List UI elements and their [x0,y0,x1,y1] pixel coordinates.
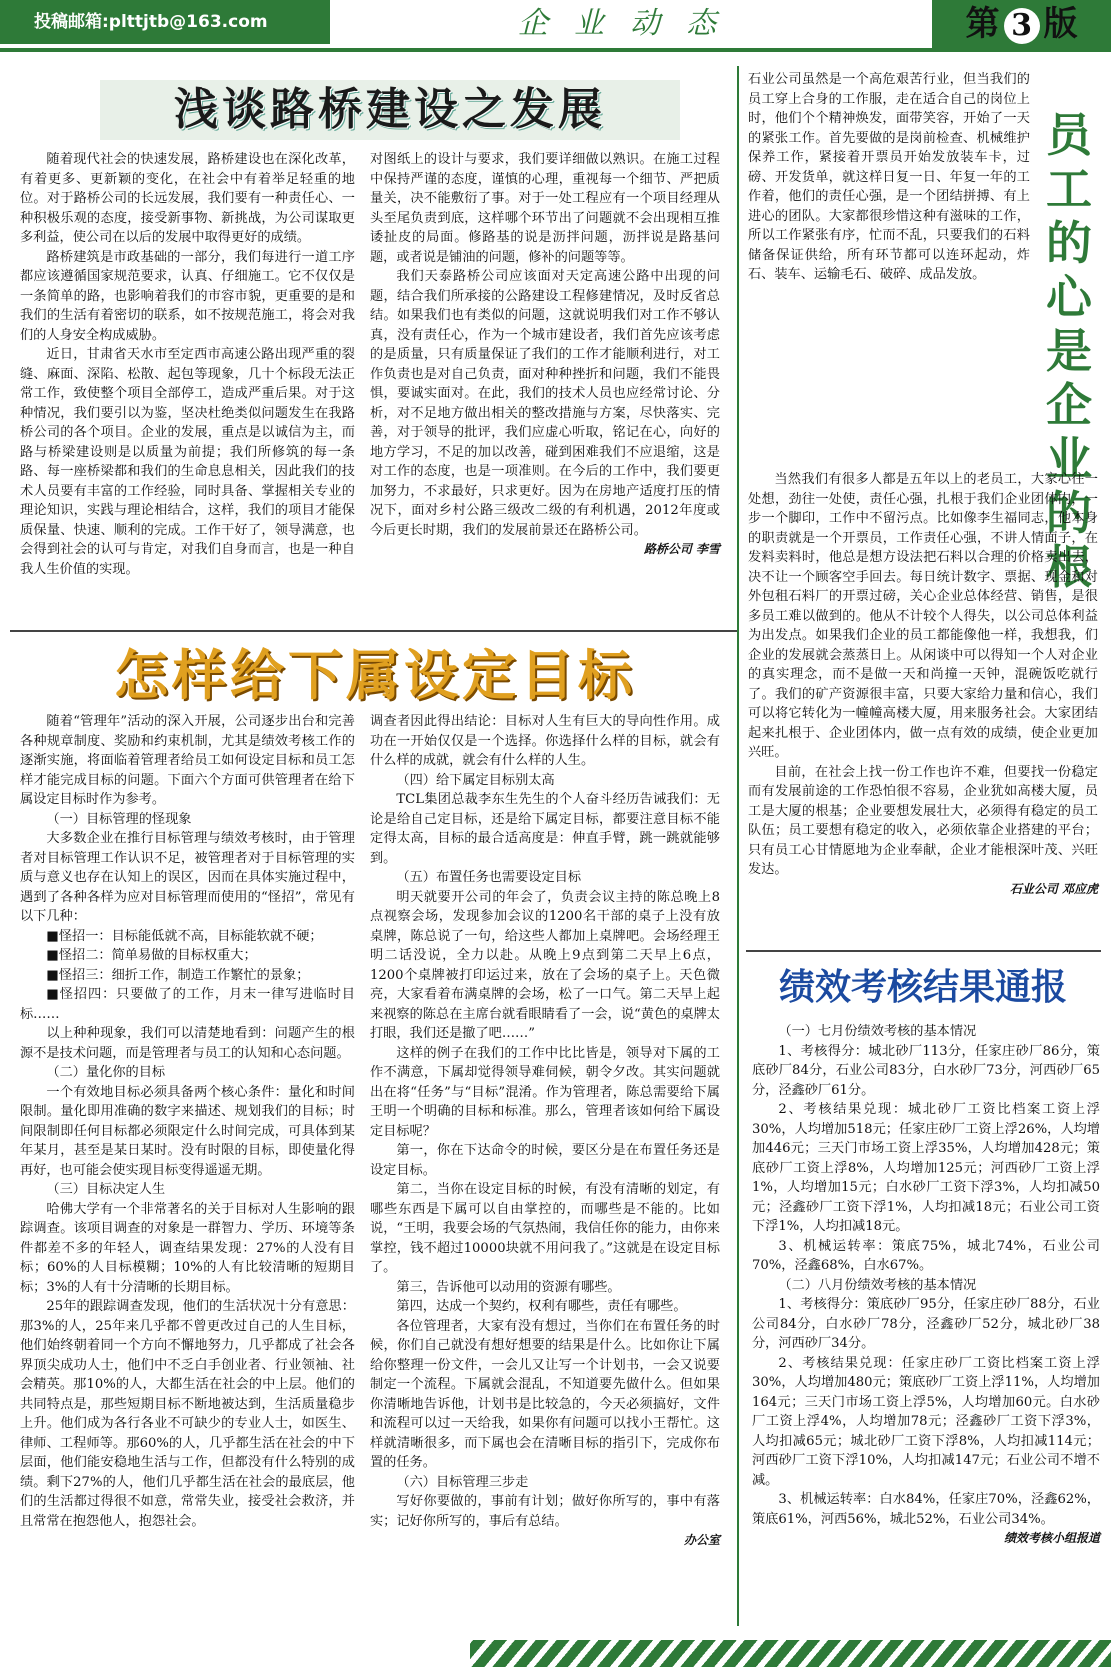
article4-body [752,1022,1100,1549]
paragraph: 2、考核结果兑现：城北砂厂工资比档案工资上浮30%，人均增加518元；任家庄砂厂工资上浮26%，人均增加446元；三天门市场工资上浮35%，人均增加428元；策底砂厂工资上浮8%，人均增加125元；河西砂厂工资上浮1%，人均增加15元；白水砂厂工资下浮3%，人均扣减50元；泾鑫砂厂工资下浮1%，人均扣减18元；石业公司工资下浮1%，人均扣减18元。 [752,1102,1100,1234]
paragraph: 对图纸上的设计与要求，我们要详细做以熟识。在施工过程中保持严谨的态度，谨慎的心理，重视每一个细节、严把质量关，决不能敷衍了事。对于一处工程应有一个项目经理从头至尾负责到底，这样哪个环节出了问题就不会出现相互推诿扯皮的局面。修路基的说是沥拌问题，沥拌说是路基问题，或者说是铺油的问题，修补的问题等等。 [370,152,720,265]
paragraph: 随着现代社会的快速发展，路桥建设也在深化改革，有着更多、更新颖的变化，在社会中有着举足轻重的地位。对于路桥公司的长远发展，我们要有一种责任心、一种积极乐观的态度，接受新事物、新挑战，为公司谋取更多利益，使公司在以后的发展中取得更好的成绩。 [20,152,355,245]
paragraph: 一个有效地目标必须具备两个核心条件：量化和时间限制。量化即用准确的数字来描述、规划我们的目标；时间限制即任何目标都必须限定什么时间完成，可具体到某年某月，甚至是某日某时。没有时限的目标，即使量化得再好，也可能会使实现目标变得遥遥无期。 [20,1084,355,1178]
article4-title: 绩效考核结果通报 [778,967,1067,1008]
section-title: 企业动态 [330,0,930,44]
byline: 绩效考核小组报道 [1003,1531,1100,1545]
paragraph: 3、机械运转率：策底75%，城北74%，石业公司70%，泾鑫68%，白水67%。 [752,1238,1100,1273]
paragraph: 明天就要开公司的年会了，负责会议主持的陈总晚上8点视察会场，发现参加会议的1200名干部的桌子上没有放桌牌，陈总说了一句，给这些人都加上桌牌吧。会场经理王明二话没说，全力以赴。从晚上9点到第二天早上6点，1200个桌牌被打印运过来，放在了会场的桌子上。天色微亮，大家看着布满桌牌的会场，松了一口气。第二天早上起来视察的陈总在主席台就看眼睛看了一会，说“黄色的桌牌太打眼，我们还是撤了吧……” [370,889,720,1041]
masthead [0,0,1111,48]
paragraph: 近日，甘肃省天水市至定西市高速公路出现严重的裂缝、麻面、深陷、松散、起包等现象，几十个标段无法正常工作，致使整个项目全部停工，造成严重后果。对于这种情况，我们要引以为鉴，坚决杜绝类似问题发生在我路桥公司的各个项目。企业的发展，重点是以诚信为主，而路与桥梁建设则是以质量为前提；我们所修筑的每一条路、每一座桥梁都和我们的生命息息相关，因此我们的技术人员要有丰富的工作经验，同时具备、掌握相关专业的理论知识，实践与理论相结合，这样，我们的项目才能保质保量、快速、顺利的完成。工作干好了，领导满意，也会得到社会的认可与肯定，对我们自身而言，也是一种自我人生价值的实现。 [20,347,355,577]
paragraph: 第一，你在下达命令的时候，要区分是在布置任务还是设定目标。 [370,1143,720,1178]
subheading: （五）布置任务也需要设定目标 [396,870,582,885]
paragraph: 大多数企业在推行目标管理与绩效考核时，由于管理者对目标管理工作认识不足，被管理者对于目标管理的实质与意义也存在认知上的误区，因而在具体实施过程中，遇到了各种各样为应对目标管理而使用的“怪招”，常见有以下几种： [20,831,355,924]
article3-col-bottom [748,470,1098,899]
article3-vertical-title: 员工的心是企业的根 [1046,108,1092,594]
issue-prefix: 第 [965,4,1000,44]
paragraph: 调查者因此得出结论：目标对人生有巨大的导向性作用。成功在一开始仅仅是一个选择。你选择什么样的目标，就会有什么样的成就，就会有什么样的人生。 [370,714,720,768]
paragraph: 以上种种现象，我们可以清楚地看到：问题产生的根源不是技术问题，而是管理者与员工的认知和心态问题。 [20,1026,355,1061]
article1-byline: 路桥公司 李雪 [643,542,720,556]
paragraph: 3、机械运转率：白水84%，任家庄70%，泾鑫62%，策底61%，河西56%，城北52%，石业公司34%。 [752,1492,1100,1527]
paragraph: 石业公司虽然是一个高危艰苦行业，但当我们的员工穿上合身的工作服，走在适合自己的岗位上时，他们个个精神焕发，面带笑容，开始了一天的紧张工作。首先要做的是岗前检查、机械维护保养工作，紧接着开票员开始发放装车卡，过磅、开发货单，就这样日复一日、年复一年的工作着，他们的责任心强，是一个团结拼搏、有上进心的团队。大家都很珍惜这种有滋味的工作，所以工作紧张有序，忙而不乱，只要我们的石料储备保证供给，所有环节都可以连环起动，炸石、装车、运输毛石、破碎、成品发放。 [748,72,1030,282]
article-divider [10,630,737,632]
article-divider-right [746,950,1101,952]
footer-stripe [470,1640,1111,1667]
issue-suffix: 版 [1043,4,1078,44]
paragraph: 各位管理者，大家有没有想过，当你们在布置任务的时候，你们自己就没有想好想要的结果是什么。比如你让下属给你整理一份文件，一会儿又让写一个计划书，一会又说要制定一个流程。下属就会混乱，不知道要先做什么。但如果你清晰地告诉他，计划书是比较急的，今天必须搞好，文件和流程可以过一天给我，如果你有问题可以找小王帮忙。这样就清晰很多，而下属也会在清晰目标的指引下，完成你布置的任务。 [370,1318,720,1470]
article3-byline: 石业公司 邓应虎 [1009,881,1098,896]
subheading: ■怪招三：细折工作，制造工作繁忙的景象； [46,967,310,983]
paragraph: 第四，达成一个契约，权利有哪些，责任有哪些。 [396,1299,687,1314]
article1-title: 浅谈路桥建设之发展 [100,80,680,140]
paragraph: TCL集团总裁李东生先生的个人奋斗经历告诫我们：无论是给自己定目标，还是给下属定目标，都要注意目标不能定得太高，目标的最合适高度是：伸直手臂，跳一跳就能够到。 [370,792,720,866]
subheading: （二）八月份绩效考核的基本情况 [778,1277,977,1293]
article2-col2 [370,712,720,1551]
byline: 办公室 [683,1533,720,1547]
paragraph: 1、考核得分：策底砂厂95分，任家庄砂厂88分，石业公司84分，白水砂厂78分，泾鑫砂厂52分，城北砂厂38分，河西砂厂34分。 [752,1297,1100,1351]
article1-col1 [20,150,355,579]
paragraph: 第二，当你在设定目标的时候，有没有清晰的划定，有哪些东西是下属可以自由掌控的，而哪些是不能的。比如说，“王明，我要会场的气氛热闹，我信任你的能力，由你来掌控，钱不超过10000块就不用问我了。”这就是在设定目标了。 [370,1182,720,1275]
article2-col1 [20,712,355,1531]
subheading: （一）七月份绩效考核的基本情况 [778,1024,977,1039]
subheading: ■怪招二：简单易做的目标权重大； [46,948,257,963]
paragraph: 随着“管理年”活动的深入开展，公司逐步出台和完善各种规章制度、奖励和约束机制，尤其是绩效考核工作的逐渐实施，将面临着管理者给员工如何设定目标和员工怎样才能完成目标的问题。下面六个方面可供管理者在给下属设定目标时作为参考。 [20,714,355,807]
page-number [932,0,1111,48]
contribution-email: 投稿邮箱:plttjtb@163.com [0,0,330,44]
issue-number: 3 [1004,8,1040,44]
subheading: ■怪招四：只要做了的工作，月末一律写进临时目标…… [20,987,355,1022]
paragraph: 目前，在社会上找一份工作也许不难，但要找一份稳定而有发展前途的工作恐怕很不容易，企业犹如高楼大厦，员工是大厦的根基；企业要想发展壮大，必须得有稳定的员工队伍；员工要想有稳定的收入，必须依靠企业搭建的平台；只有员工心甘情愿地为企业奉献，企业才能根深叶茂、兴旺发达。 [748,764,1098,877]
paragraph: 第三，告诉他可以动用的资源有哪些。 [396,1279,621,1295]
paragraph: 我们天泰路桥公司应该面对天定高速公路中出现的问题，结合我们所承接的公路建设工程修建情况，及时反省总结。如果我们也有类似的问题，这就说明我们对工作不够认真，没有责任心，作为一个城市建设者，我们首先应该考虑的是质量，只有质量保证了我们的工作才能顺利进行，对工作负责也是对自己负责，面对种种挫折和问题，我们不能畏惧，要诚实面对。在此，我们的技术人员也应经常讨论、分析，对不足地方做出相关的整改措施与方案，尽快落实、完善，对于领导的批评，我们应虚心听取，铭记在心，向好的地方学习，不足的加以改善，碰到困难我们不应退缩，这是对工作的态度，也是一项准则。在今后的工作中，我们要更加努力，不求最好，只求更好。因为在房地产适度打压的情况下，面对乡村公路三级改二级的有利机遇，2012年度或今后更长时期，我们的发展前景还在路桥公司。 [370,269,720,538]
paragraph: 当然我们有很多人都是五年以上的老员工，大家心往一处想，劲往一处使，责任心强，扎根于我们企业团体内，一步一个脚印，工作中不留污点。比如像李生福同志，他本身的职责就是一个开票员，工作责任心强，不讲人情面子，在发料卖料时，他总是想方设法把石料以合理的价格卖出去，决不让一个顾客空手回去。每日统计数字、票据、现金和对外包租石料厂的开票过磅，关心企业总体经营、销售，是很多员工难以做到的。他从不计较个人得失，以公司总体利益为出发点。如果我们企业的员工都能像他一样，我想我，们企业的发展就会蒸蒸日上。从闲谈中可以得知一个人对企业的真实理念，而不是做一天和尚撞一天钟，混碗饭吃就行了。我们的矿产资源很丰富，只要大家给力量和信心，我们可以将它转化为一幢幢高楼大厦，用来服务社会。大家团结起来扎根于、企业团体内，做一点有效的成绩，使企业更加兴旺。 [748,472,1098,760]
subheading: （一）目标管理的怪现象 [46,811,192,827]
article3-col-top [748,70,1030,285]
subheading: （四）给下属定目标别太高 [396,772,555,788]
paragraph: 1、考核得分：城北砂厂113分，任家庄砂厂86分，策底砂厂84分，石业公司83分，白水砂厂73分，河西砂厂65分，泾鑫砂厂61分。 [752,1043,1100,1098]
paragraph: 哈佛大学有一个非常著名的关于目标对人生影响的跟踪调查。该项目调查的对象是一群智力、学历、环境等条件都差不多的年轻人，调查结果发现：27%的人没有目标；60%的人目标模糊；10%的人有比较清晰的短期目标；3%的人有十分清晰的长期目标。 [20,1201,355,1295]
paragraph: 这样的例子在我们的工作中比比皆是，领导对下属的工作不满意，下属却觉得领导难伺候，朝令夕改。其实问题就出在将“任务”与“目标”混淆。作为管理者，陈总需要给下属王明一个明确的目标和标准。那么，管理者该如何给下属设定目标呢？ [370,1045,720,1139]
article1-col2 [370,150,720,560]
paragraph: 路桥建筑是市政基础的一部分，我们每进行一道工序都应该遵循国家规范要求，认真、仔细施工。它不仅仅是一条简单的路，也影响着我们的市容市貌，更重要的是和我们的生活有着密切的联系，如不按规范施工，将会对我们的人身安全构成威胁。 [20,249,355,343]
paragraph: 25年的跟踪调查发现，他们的生活状况十分有意思：那3%的人，25年来几乎都不曾更改过自己的人生目标，他们始终朝着同一个方向不懈地努力，几乎都成了社会各界顶尖成功人士，他们中不乏白手创业者、行业领袖、社会精英。那10%的人，大都生活在社会的中上层。他们的共同特点是，那些短期目标不断地被达到，生活质量稳步上升。他们成为各行各业不可缺少的专业人士，如医生、律师、工程师等。那60%的人，几乎都生活在社会的中下层面，他们能安稳地生活与工作，但都没有什么特别的成绩。剩下27%的人，他们几乎都生活在社会的最底层，他们的生活都过得很不如意，常常失业，接受社会救济，并且常常在抱怨他人，抱怨社会。 [20,1299,355,1529]
masthead-rule [0,48,1111,52]
paragraph: 2、考核结果兑现：任家庄砂厂工资比档案工资上浮30%，人均增加480元；策底砂厂工资上浮11%，人均增加164元；三天门市场工资上浮5%，人均增加60元。白水砂厂工资上浮4%，人均增加78元；泾鑫砂厂工资下浮3%，人均扣减65元；城北砂厂工资下浮8%，人均扣减114元；河西砂厂工资下浮10%，人均扣减147元；石业公司不增不减。 [752,1355,1100,1488]
subheading: ■怪招一：目标能低就不高，目标能软就不硬； [46,928,323,944]
subheading: （六）目标管理三步走 [396,1474,529,1490]
subheading: （三）目标决定人生 [46,1182,166,1197]
subheading: （二）量化你的目标 [46,1065,166,1080]
article2-title: 怎样给下属设定目标 [114,644,636,707]
paragraph: 写好你要做的，事前有计划；做好你所写的，事中有落实；记好你所写的，事后有总结。 [370,1494,720,1529]
column-divider [737,66,739,1626]
